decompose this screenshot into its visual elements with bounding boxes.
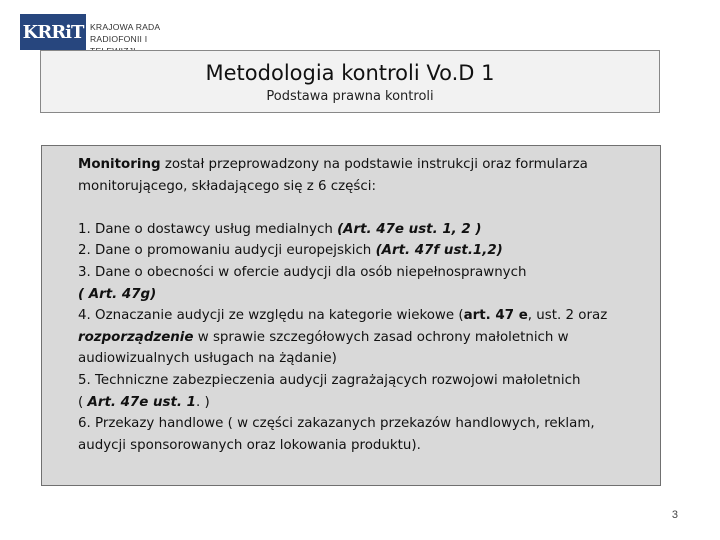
item-5-open: ( bbox=[78, 394, 88, 410]
item-4-reference-b: rozporządzenie bbox=[78, 329, 194, 345]
logo-mark: KRRiT bbox=[20, 14, 86, 50]
item-5-close: . ) bbox=[195, 394, 210, 410]
item-3-text: 3. Dane o obecności w ofercie audycji dla osób niepełnosprawnych bbox=[78, 264, 527, 280]
intro-text: został przeprowadzony na podstawie instrukcji oraz formularza monitorującego, składającego się z 6 części: bbox=[78, 157, 588, 194]
page-number: 3 bbox=[671, 509, 678, 521]
list-item-1 bbox=[78, 219, 644, 241]
item-4-text: 4. Oznaczanie audycji ze względu na kategorie wiekowe ( bbox=[78, 308, 464, 324]
item-2-text: 2. Dane o promowaniu audycji europejskich bbox=[78, 243, 376, 259]
item-1-text: 1. Dane o dostawcy usług medialnych bbox=[78, 221, 338, 237]
title-box bbox=[40, 50, 660, 113]
item-5-text: 5. Techniczne zabezpieczenia audycji zagrażających rozwojowi małoletnich bbox=[78, 372, 581, 388]
slide-title: Metodologia kontroli Vo.D 1 bbox=[205, 61, 495, 85]
criteria-list bbox=[78, 219, 644, 457]
list-item-6 bbox=[78, 413, 644, 456]
logo-line-1: KRAJOWA RADA bbox=[90, 22, 161, 32]
item-5-reference: Art. 47e ust. 1 bbox=[87, 394, 196, 410]
item-4-rest: w sprawie szczegółowych zasad ochrony małoletnich w audiowizualnych usługach na żądanie) bbox=[78, 329, 569, 367]
list-item-4 bbox=[78, 305, 644, 370]
list-item-3 bbox=[78, 262, 644, 305]
intro-paragraph bbox=[78, 154, 644, 197]
item-4-mid: , ust. 2 oraz bbox=[527, 308, 608, 324]
intro-bold: Monitoring bbox=[78, 157, 161, 172]
krrit-logo bbox=[20, 14, 188, 50]
content-box bbox=[41, 145, 661, 486]
slide-subtitle: Podstawa prawna kontroli bbox=[266, 89, 434, 104]
logo-line-2: RADIOFONII I bbox=[90, 34, 148, 44]
item-3-reference: ( Art. 47g) bbox=[78, 286, 157, 302]
item-6-text: 6. Przekazy handlowe ( w części zakazanych przekazów handlowych, reklam, audycji sponsorowanych oraz lokowania produktu). bbox=[78, 416, 595, 453]
item-1-reference: (Art. 47e ust. 1, 2 ) bbox=[337, 221, 482, 237]
list-item-2 bbox=[78, 240, 644, 262]
list-item-5 bbox=[78, 370, 644, 413]
item-2-reference: (Art. 47f ust.1,2) bbox=[375, 243, 503, 259]
item-4-reference-a: art. 47 e bbox=[463, 308, 528, 324]
